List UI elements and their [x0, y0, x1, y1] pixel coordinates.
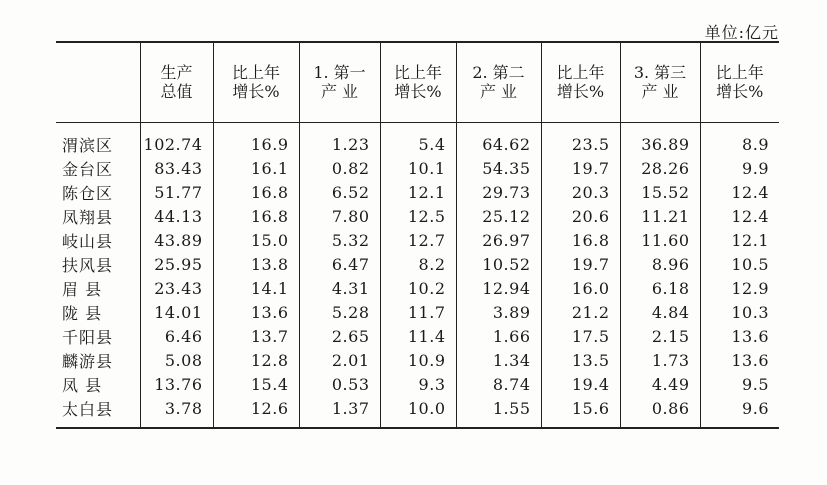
value-cell: 9.9 [700, 157, 779, 181]
gdp-table [56, 41, 779, 429]
region-name-cell: 太白县 [56, 397, 140, 428]
value-cell: 7.80 [299, 205, 380, 229]
value-cell: 1.37 [299, 397, 380, 428]
value-cell: 11.21 [620, 205, 700, 229]
value-cell: 11.60 [620, 229, 700, 253]
value-cell: 3.89 [456, 301, 541, 325]
header-tertiary-growth [700, 42, 779, 122]
value-cell: 10.3 [700, 301, 779, 325]
value-cell: 12.1 [380, 181, 456, 205]
header-line: 产 业 [641, 82, 679, 102]
value-cell: 6.47 [299, 253, 380, 277]
value-cell: 8.9 [700, 122, 779, 157]
value-cell: 11.7 [380, 301, 456, 325]
value-cell: 12.6 [213, 397, 299, 428]
value-cell: 16.9 [213, 122, 299, 157]
header-line: 比上年 [231, 63, 280, 83]
value-cell: 83.43 [140, 157, 213, 181]
header-line: 增长% [232, 82, 280, 102]
value-cell: 9.6 [700, 397, 779, 428]
region-name-cell: 岐山县 [62, 232, 114, 251]
value-cell: 16.8 [213, 205, 299, 229]
value-cell: 13.6 [700, 325, 779, 349]
value-cell: 9.5 [700, 373, 779, 397]
value-cell: 4.49 [620, 373, 700, 397]
header-line: 生产 [160, 63, 193, 83]
value-cell: 43.89 [140, 229, 213, 253]
table-row [56, 349, 779, 373]
value-cell: 16.1 [213, 157, 299, 181]
value-cell: 8.96 [620, 253, 700, 277]
value-cell: 1.66 [456, 325, 541, 349]
value-cell: 19.7 [541, 253, 620, 277]
header-line: 1. 第一 [313, 63, 366, 83]
value-cell: 10.2 [380, 277, 456, 301]
header-primary-industry [299, 42, 380, 122]
value-cell: 6.46 [140, 325, 213, 349]
value-cell: 1.55 [456, 397, 541, 428]
value-cell: 13.7 [213, 325, 299, 349]
value-cell: 2.65 [299, 325, 380, 349]
value-cell: 1.73 [620, 349, 700, 373]
region-name-cell: 陈仓区 [62, 184, 114, 203]
value-cell: 44.13 [140, 205, 213, 229]
value-cell: 25.12 [456, 205, 541, 229]
value-cell: 13.6 [213, 301, 299, 325]
value-cell: 2.01 [299, 349, 380, 373]
value-cell: 25.95 [140, 253, 213, 277]
unit-label: 单位:亿元 [704, 23, 779, 42]
value-cell: 13.8 [213, 253, 299, 277]
value-cell: 23.43 [140, 277, 213, 301]
region-name-cell: 千阳县 [62, 328, 114, 347]
value-cell: 5.08 [140, 349, 213, 373]
header-region [56, 42, 140, 122]
value-cell: 12.94 [456, 277, 541, 301]
value-cell: 10.1 [380, 157, 456, 181]
region-name-cell: 凤 县 [62, 376, 103, 395]
value-cell: 10.5 [700, 253, 779, 277]
value-cell: 5.28 [299, 301, 380, 325]
region-name-cell: 扶风县 [62, 256, 114, 275]
value-cell: 5.32 [299, 229, 380, 253]
header-line: 2. 第二 [472, 63, 525, 83]
header-line: 增长% [394, 82, 442, 102]
value-cell: 29.73 [456, 181, 541, 205]
table-row [56, 277, 779, 301]
table-row [56, 373, 779, 397]
header-line: 比上年 [556, 63, 605, 83]
table-row [56, 301, 779, 325]
header-line: 比上年 [715, 63, 764, 83]
value-cell: 4.84 [620, 301, 700, 325]
value-cell: 23.5 [541, 122, 620, 157]
value-cell: 12.7 [380, 229, 456, 253]
value-cell: 10.0 [380, 397, 456, 428]
value-cell: 2.15 [620, 325, 700, 349]
value-cell: 0.82 [299, 157, 380, 181]
value-cell: 12.8 [213, 349, 299, 373]
value-cell: 15.4 [213, 373, 299, 397]
header-tertiary-industry [620, 42, 700, 122]
table-row [56, 205, 779, 229]
header-line: 比上年 [393, 63, 442, 83]
value-cell: 28.26 [620, 157, 700, 181]
value-cell: 64.62 [456, 122, 541, 157]
table-row [56, 253, 779, 277]
value-cell: 11.4 [380, 325, 456, 349]
value-cell: 102.74 [140, 122, 213, 157]
value-cell: 51.77 [140, 181, 213, 205]
region-name-cell: 陇 县 [62, 304, 103, 323]
value-cell: 36.89 [620, 122, 700, 157]
value-cell: 14.01 [140, 301, 213, 325]
header-gdp [140, 42, 213, 122]
header-gdp-growth [213, 42, 299, 122]
region-name-cell: 凤翔县 [62, 208, 114, 227]
value-cell: 6.52 [299, 181, 380, 205]
value-cell: 19.7 [541, 157, 620, 181]
value-cell: 16.8 [213, 181, 299, 205]
region-name-cell: 渭滨区 [62, 136, 114, 155]
value-cell: 17.5 [541, 325, 620, 349]
value-cell: 15.6 [541, 397, 620, 428]
value-cell: 5.4 [380, 122, 456, 157]
table-body [56, 122, 779, 428]
value-cell: 13.5 [541, 349, 620, 373]
value-cell: 20.3 [541, 181, 620, 205]
value-cell: 3.78 [140, 397, 213, 428]
table-row [56, 229, 779, 253]
header-line: 3. 第三 [633, 63, 687, 83]
value-cell: 8.2 [380, 253, 456, 277]
value-cell: 16.0 [541, 277, 620, 301]
value-cell: 15.0 [213, 229, 299, 253]
value-cell: 1.23 [299, 122, 380, 157]
value-cell: 14.1 [213, 277, 299, 301]
value-cell: 0.53 [299, 373, 380, 397]
header-primary-growth [380, 42, 456, 122]
region-name-cell: 金台区 [62, 160, 114, 179]
table-row [56, 181, 779, 205]
region-name-cell: 眉 县 [62, 280, 103, 299]
header-secondary-growth [541, 42, 620, 122]
value-cell: 9.3 [380, 373, 456, 397]
value-cell: 12.5 [380, 205, 456, 229]
table-row [56, 157, 779, 181]
value-cell: 15.52 [620, 181, 700, 205]
value-cell: 12.9 [700, 277, 779, 301]
header-line: 产 业 [479, 82, 518, 102]
value-cell: 13.6 [700, 349, 779, 373]
value-cell: 10.52 [456, 253, 541, 277]
value-cell: 12.4 [700, 181, 779, 205]
table-row [56, 122, 779, 157]
header-line: 总值 [160, 82, 193, 102]
table-row [56, 325, 779, 349]
value-cell: 21.2 [541, 301, 620, 325]
value-cell: 54.35 [456, 157, 541, 181]
value-cell: 20.6 [541, 205, 620, 229]
header-secondary-industry [456, 42, 541, 122]
value-cell: 10.9 [380, 349, 456, 373]
region-name-cell: 麟游县 [62, 352, 114, 371]
header-row [56, 42, 779, 122]
table-row [56, 397, 779, 428]
value-cell: 6.18 [620, 277, 700, 301]
value-cell: 4.31 [299, 277, 380, 301]
value-cell: 12.1 [700, 229, 779, 253]
header-line: 增长% [716, 82, 764, 102]
value-cell: 12.4 [700, 205, 779, 229]
value-cell: 13.76 [140, 373, 213, 397]
value-cell: 16.8 [541, 229, 620, 253]
value-cell: 26.97 [456, 229, 541, 253]
header-line: 增长% [556, 82, 605, 102]
header-line: 产 业 [320, 82, 359, 102]
table-header [56, 42, 779, 122]
value-cell: 1.34 [456, 349, 541, 373]
value-cell: 19.4 [541, 373, 620, 397]
value-cell: 8.74 [456, 373, 541, 397]
value-cell: 0.86 [620, 397, 700, 428]
